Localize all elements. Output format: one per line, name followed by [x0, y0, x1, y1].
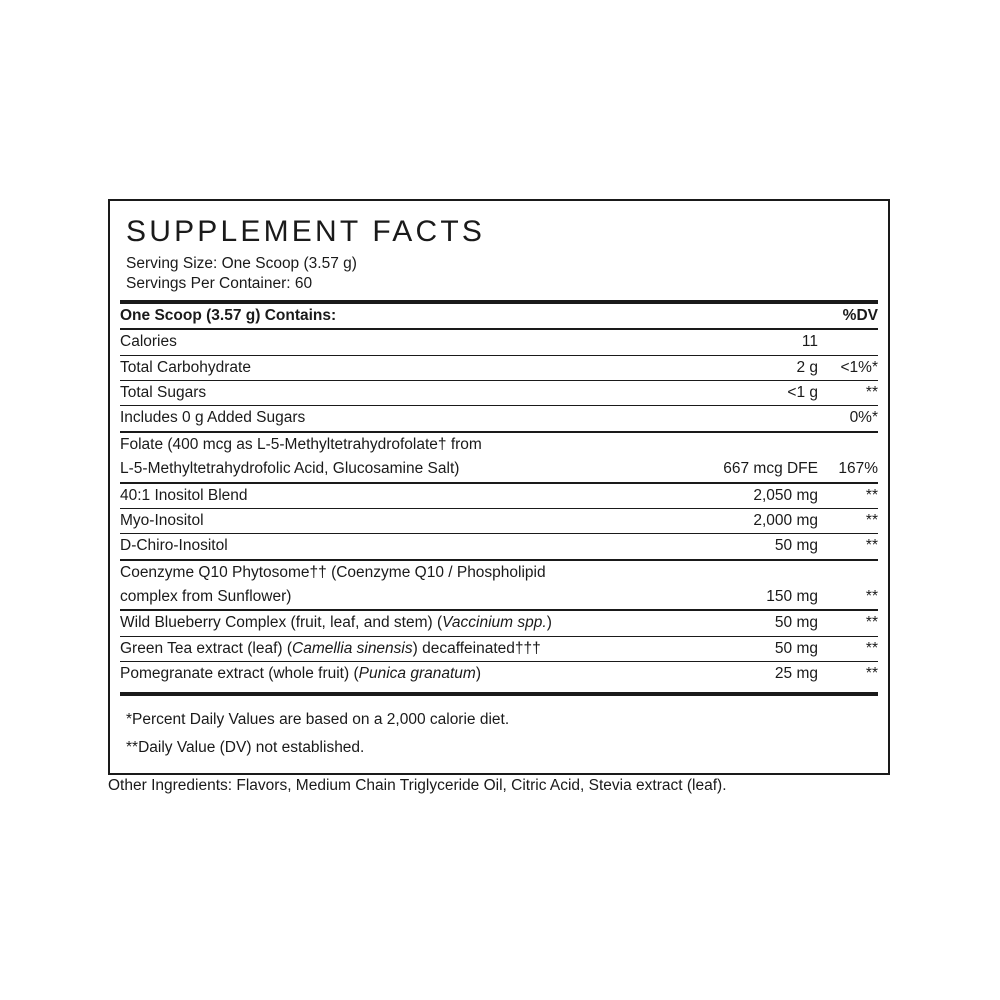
nutrient-dv: **	[818, 610, 878, 636]
nutrient-amount: 667 mcg DFE	[723, 460, 818, 478]
nutrient-name-post: ) decaffeinated†††	[412, 639, 541, 657]
nutrient-name-latin: Vaccinium spp.	[442, 614, 547, 632]
nutrient-name: Folate (400 mcg as L-5-Methyltetrahydrofolate† from	[120, 432, 692, 457]
nutrient-dv: **	[818, 508, 878, 533]
nutrient-dv: 167%	[838, 460, 878, 478]
nutrient-name: 40:1 Inositol Blend	[120, 483, 692, 509]
table-row	[120, 457, 878, 482]
table-header-row	[120, 304, 878, 329]
servings-per-container-line: Servings Per Container: 60	[126, 275, 313, 293]
table-row	[120, 355, 878, 380]
nutrient-amount: 2 g	[692, 355, 818, 380]
footnote-daily-values: *Percent Daily Values are based on a 2,000 calorie diet.	[126, 710, 510, 728]
nutrient-name: complex from Sunflower)	[120, 588, 292, 606]
nutrient-dv: 0%*	[818, 406, 878, 432]
nutrient-name: Coenzyme Q10 Phytosome†† (Coenzyme Q10 / Phospholipid	[120, 560, 692, 585]
nutrient-name-post: )	[475, 665, 481, 683]
table-header-left: One Scoop (3.57 g) Contains:	[120, 306, 337, 324]
nutrient-dv: **	[818, 483, 878, 509]
nutrient-name-latin: Punica granatum	[358, 665, 476, 683]
nutrient-name: L-5-Methyltetrahydrofolic Acid, Glucosamine Salt)	[120, 460, 460, 478]
nutrient-amount	[692, 432, 818, 457]
table-row	[120, 560, 878, 585]
nutrient-dv: <1%*	[818, 355, 878, 380]
table-row	[120, 534, 878, 560]
nutrient-amount: <1 g	[692, 381, 818, 406]
table-row	[120, 406, 878, 432]
footnote-dv-not-established: **Daily Value (DV) not established.	[126, 739, 365, 757]
nutrient-name-pre: Green Tea extract (leaf) (	[120, 639, 293, 657]
nutrient-amount: 50 mg	[692, 636, 818, 661]
supplement-facts-panel	[108, 199, 890, 775]
nutrient-name: Total Sugars	[120, 381, 692, 406]
nutrient-amount: 2,000 mg	[692, 508, 818, 533]
nutrient-name-post: )	[546, 614, 552, 632]
nutrient-name: Calories	[120, 329, 692, 355]
nutrient-dv	[818, 560, 878, 585]
nutrient-name-pre: Pomegranate extract (whole fruit) (	[120, 665, 359, 683]
table-row	[120, 585, 878, 610]
nutrient-amount	[692, 560, 818, 585]
table-row	[120, 636, 878, 661]
nutrient-amount: 11	[692, 329, 818, 355]
table-row	[120, 483, 878, 509]
nutrient-name: Includes 0 g Added Sugars	[120, 406, 692, 432]
table-row	[120, 508, 878, 533]
nutrient-dv	[818, 432, 878, 457]
footnotes	[120, 696, 878, 763]
serving-size-line: Serving Size: One Scoop (3.57 g)	[126, 255, 357, 272]
table-header-dv: %DV	[842, 306, 878, 324]
nutrient-amount: 2,050 mg	[692, 483, 818, 509]
table-row	[120, 662, 878, 687]
nutrient-dv: **	[818, 381, 878, 406]
nutrient-amount: 150 mg	[766, 588, 818, 606]
nutrient-name: Total Carbohydrate	[120, 355, 692, 380]
nutrient-name	[120, 610, 692, 636]
nutrient-dv: **	[818, 534, 878, 560]
nutrient-dv: **	[818, 662, 878, 687]
nutrient-amount: 50 mg	[692, 610, 818, 636]
other-ingredients: Other Ingredients: Flavors, Medium Chain Triglyceride Oil, Citric Acid, Stevia extract (leaf).	[108, 777, 727, 794]
nutrient-dv	[818, 329, 878, 355]
table-row	[120, 329, 878, 355]
page-title: SUPPLEMENT FACTS	[126, 215, 486, 248]
nutrient-name	[120, 636, 692, 661]
nutrient-name: Myo-Inositol	[120, 508, 692, 533]
table-row	[120, 381, 878, 406]
nutrient-name: D-Chiro-Inositol	[120, 534, 692, 560]
table-header-amount	[692, 304, 818, 329]
nutrient-name-pre: Wild Blueberry Complex (fruit, leaf, and stem) (	[120, 614, 443, 632]
nutrient-amount: 25 mg	[692, 662, 818, 687]
nutrient-dv: **	[818, 636, 878, 661]
nutrient-amount	[692, 406, 818, 432]
nutrient-dv: **	[865, 588, 878, 606]
table-row	[120, 432, 878, 457]
nutrient-name-latin: Camellia sinensis	[292, 639, 413, 657]
table-row	[120, 610, 878, 636]
nutrient-name	[120, 662, 692, 687]
nutrient-amount: 50 mg	[692, 534, 818, 560]
nutrition-table	[120, 304, 878, 687]
